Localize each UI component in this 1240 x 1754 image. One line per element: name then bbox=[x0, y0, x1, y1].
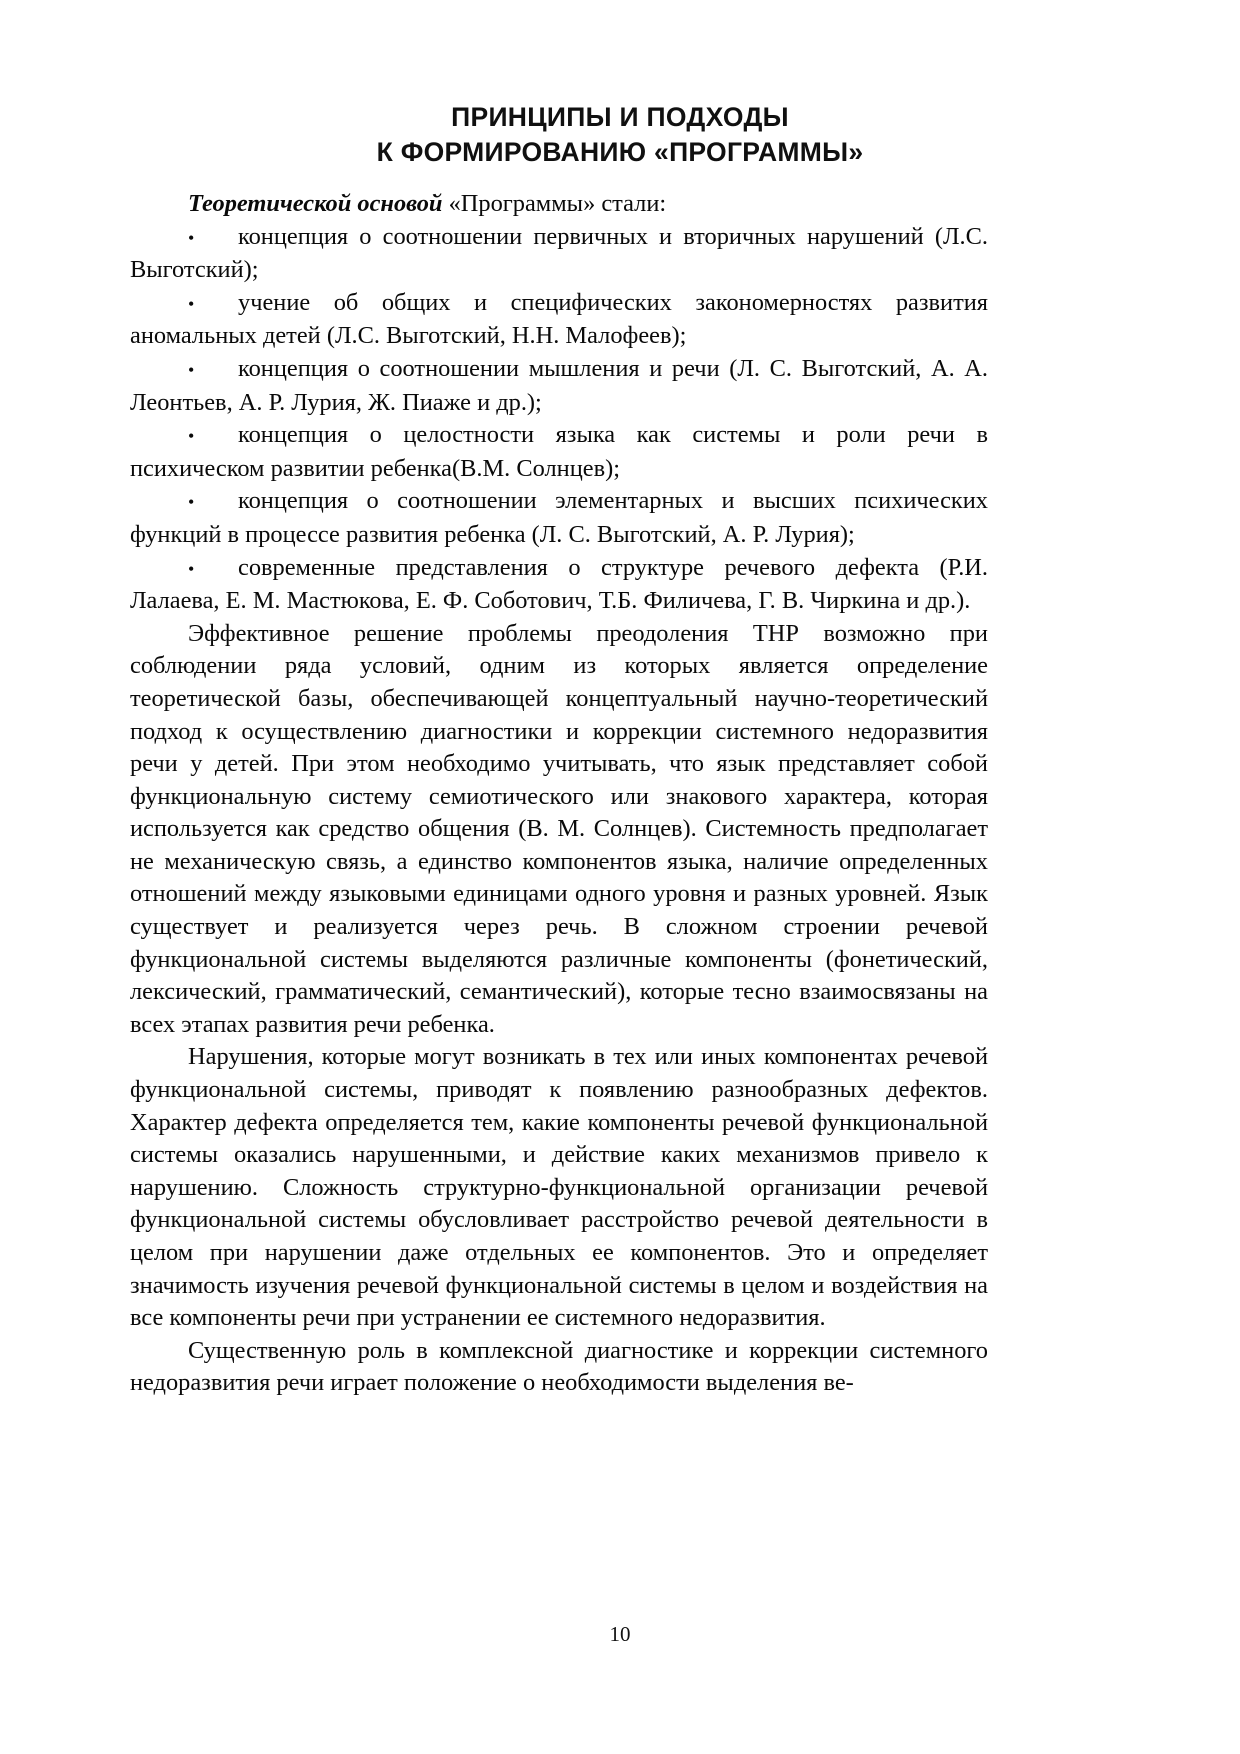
body-paragraph: Эффективное решение проблемы преодоления ТНР возможно при соблюдении ряда условий, одним из которых является определение теоретической базы, обеспечивающей концептуальный научно-теоретический подход к осуществлению диагностики и коррекции системного недоразвития речи у детей. При этом необходимо учитывать, что язык представляет собой функциональную систему семиотического или знакового характера, которая используется как средство общения (В. М. Солнцев). Системность предполагает не механическую связь, а единство компонентов языка, наличие определенных отношений между языковыми единицами одного уровня и разных уровней. Язык существует и реализуется через речь. В сложном строении речевой функциональной системы выделяются различные компоненты (фонетический, лексический, грамматический, семантический), которые тесно взаимосвязаны на всех этапах развития речи ребенка. bbox=[130, 619, 988, 1038]
lead-emphasis: Теоретической основой bbox=[188, 190, 443, 217]
bullet-icon: • bbox=[188, 293, 195, 314]
page-title-line-2: К ФОРМИРОВАНИЮ «ПРОГРАММЫ» bbox=[376, 137, 864, 167]
list-item bbox=[130, 353, 988, 419]
lead-paragraph bbox=[130, 188, 988, 221]
bullet-icon: • bbox=[188, 359, 195, 380]
bullet-icon: • bbox=[188, 227, 195, 248]
list-item bbox=[130, 552, 988, 618]
bullet-icon: • bbox=[188, 558, 195, 579]
list-item-text: концепция о соотношении элементарных и высших психических функций в процессе развития ребенка (Л. С. Выготский, А. Р. Лурия); bbox=[130, 487, 988, 548]
list-item bbox=[130, 221, 988, 287]
list-item-text: концепция о соотношении мышления и речи (Л. С. Выготский, А. А. Леонтьев, А. Р. Лурия, Ж. Пиаже и др.); bbox=[130, 354, 988, 416]
list-item-text: концепция о целостности языка как системы и роли речи в психическом развитии ребенка(В.М. Солнцев); bbox=[130, 421, 988, 482]
list-item bbox=[130, 419, 988, 485]
page-title-line-1: ПРИНЦИПЫ И ПОДХОДЫ bbox=[451, 102, 789, 132]
list-item-text: учение об общих и специфических закономерностях развития аномальных детей (Л.С. Выготский, Н.Н. Малофеев); bbox=[130, 288, 988, 350]
list-item-text: современные представления о структуре речевого дефекта (Р.И. Лалаева, Е. М. Мастюкова, Е. Ф. Соботович, Т.Б. Филичева, Г. В. Чиркина и др.). bbox=[130, 553, 988, 615]
body-paragraph: Существенную роль в комплексной диагностике и коррекции системного недоразвития речи играет положение о необходимости выделения ве- bbox=[130, 1336, 988, 1397]
list-item bbox=[130, 485, 988, 551]
list-item bbox=[130, 287, 988, 353]
list-item-text: концепция о соотношении первичных и вторичных нарушений (Л.С. Выготский); bbox=[130, 222, 988, 284]
bullet-icon: • bbox=[188, 426, 195, 447]
bullet-icon: • bbox=[188, 492, 195, 513]
page-number: 10 bbox=[609, 1622, 631, 1646]
page-title bbox=[130, 100, 1110, 170]
lead-rest: «Программы» стали: bbox=[442, 190, 667, 217]
body-paragraph: Нарушения, которые могут возникать в тех или иных компонентах речевой функциональной системы, приводят к появлению разнообразных дефектов. Характер дефекта определяется тем, какие компоненты речевой функциональной системы оказались нарушенными, и действие каких механизмов привело к нарушению. Сложность структурно-функциональной организации речевой функциональной системы обусловливает расстройство речевой деятельности в целом при нарушении даже отдельных ее компонентов. Это и определяет значимость изучения речевой функциональной системы в целом и воздействия на все компоненты речи при устранении ее системного недоразвития. bbox=[130, 1043, 988, 1332]
page-body bbox=[130, 188, 988, 1400]
